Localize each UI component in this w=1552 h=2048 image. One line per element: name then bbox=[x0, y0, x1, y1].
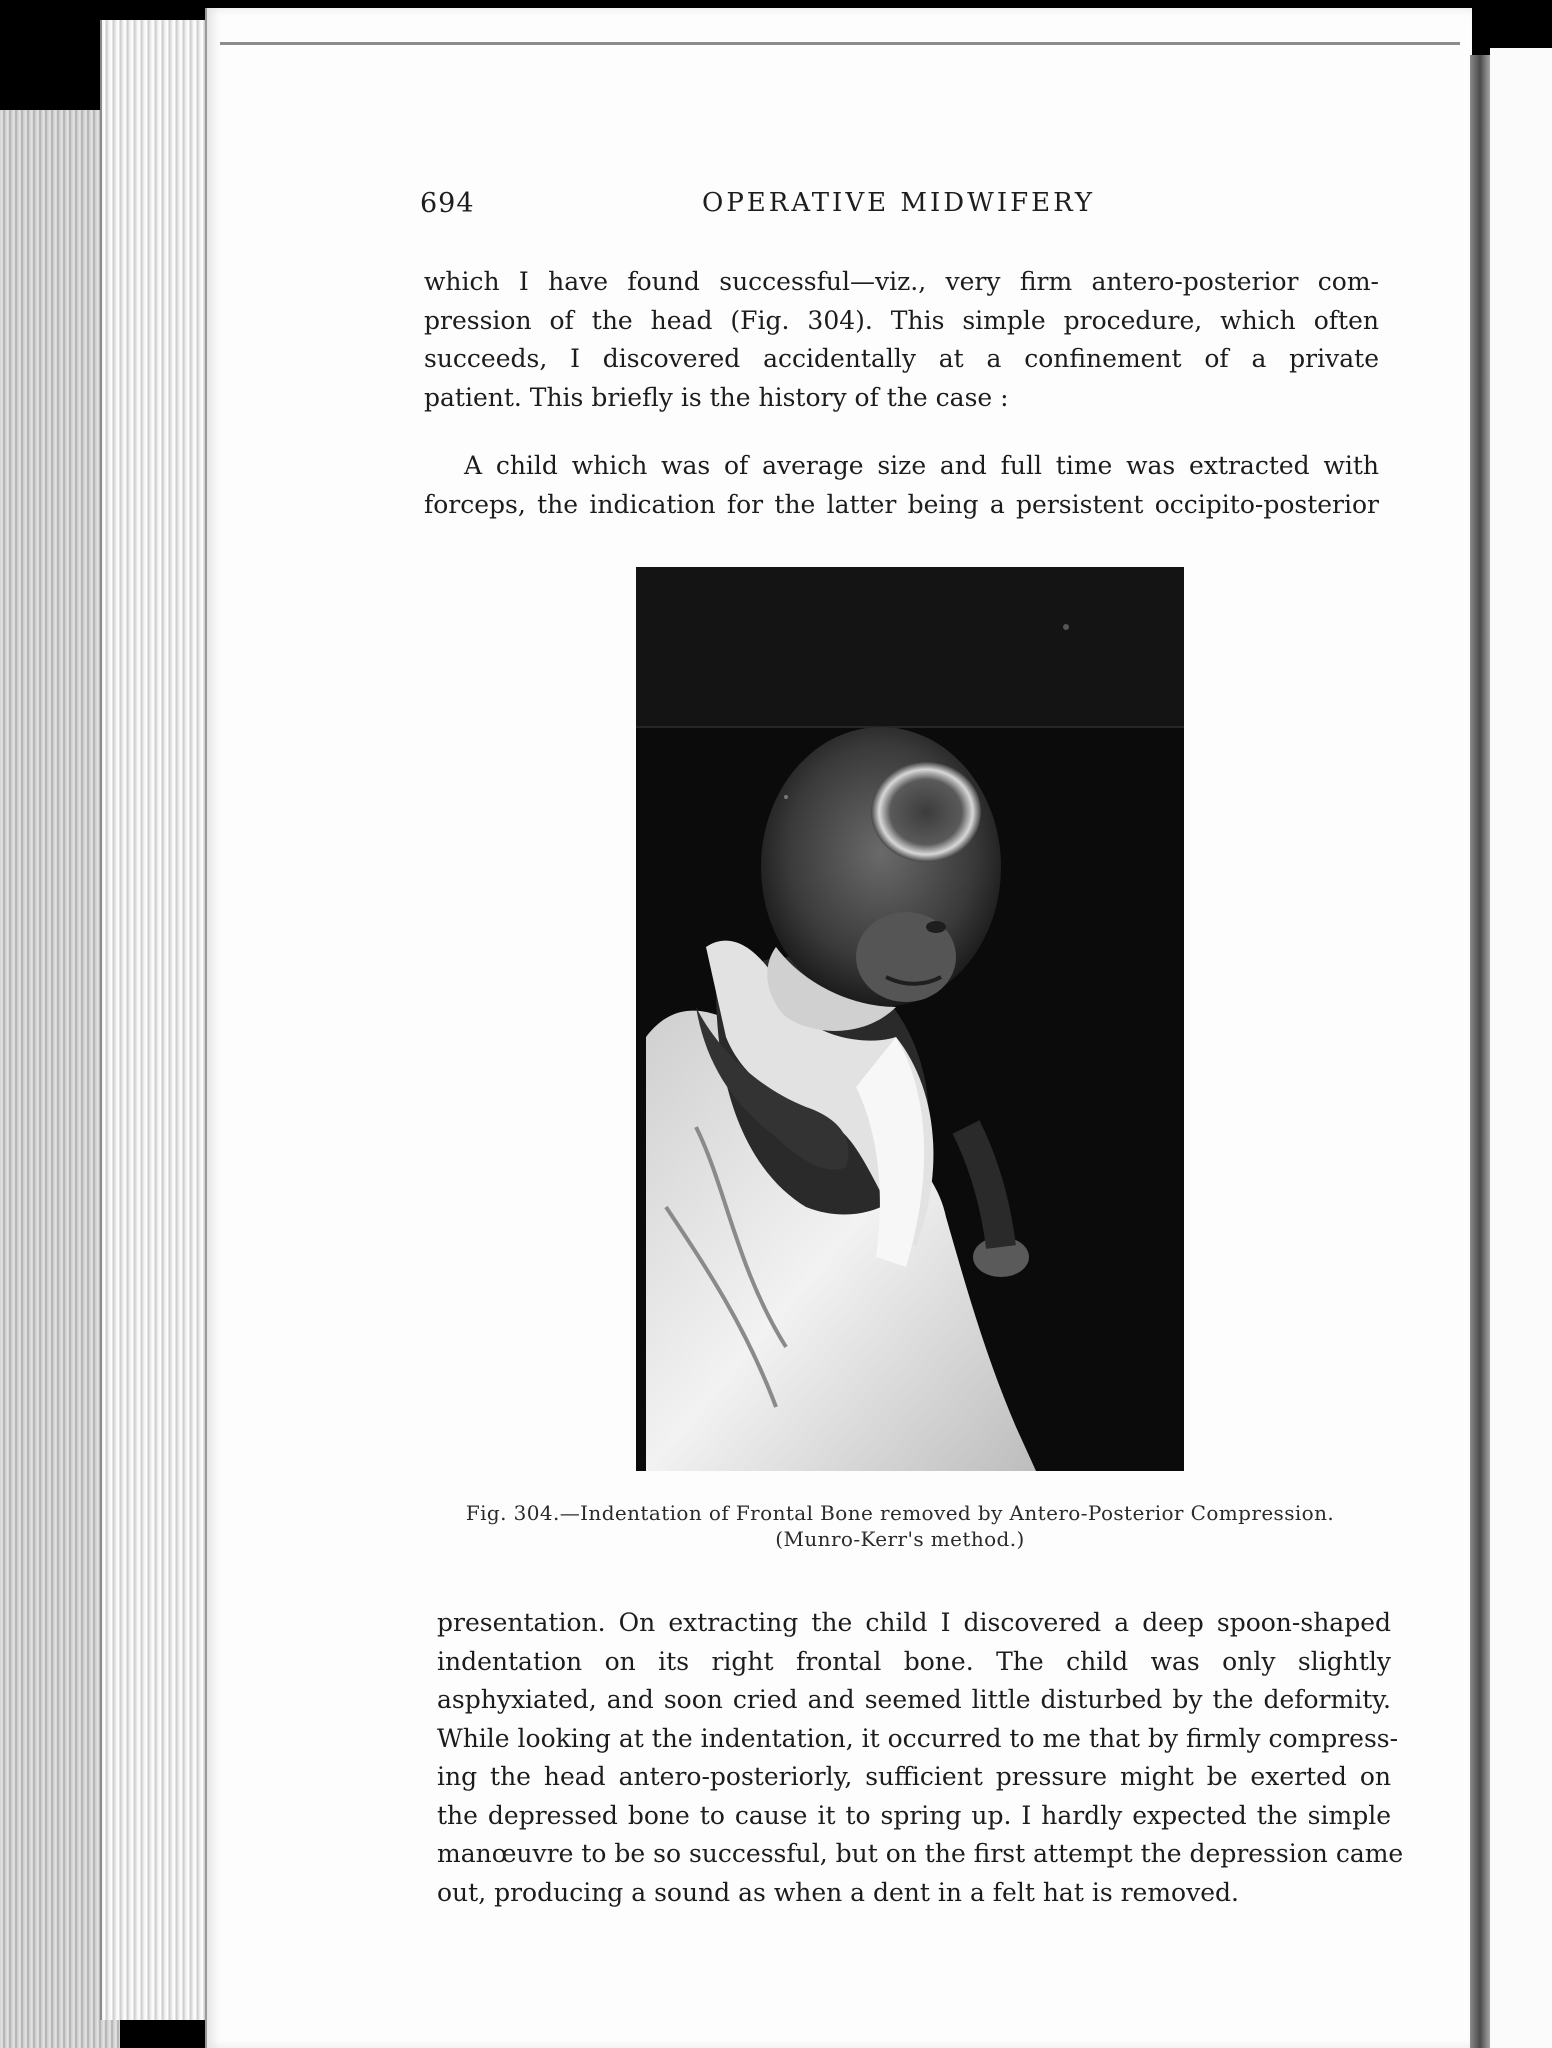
text-line: forceps, the indication for the latter being a persistent occipito-posterior bbox=[424, 489, 1379, 519]
paragraph-2 bbox=[424, 447, 1379, 524]
text-line: which I have found successful—viz., very firm antero-posterior com- bbox=[424, 267, 1379, 296]
page-stack bbox=[100, 20, 212, 2020]
text-line: out, producing a sound as when a dent in a felt hat is removed. bbox=[437, 1877, 1239, 1907]
text-line: presentation. On extracting the child I discovered a deep spoon-shaped bbox=[437, 1608, 1391, 1637]
page-top-edge bbox=[220, 42, 1460, 45]
text-line: asphyxiated, and soon cried and seemed little disturbed by the deformity. bbox=[437, 1685, 1391, 1714]
running-head: OPERATIVE MIDWIFERY bbox=[702, 188, 1096, 218]
text-line: A child which was of average size and full time was extracted with bbox=[464, 451, 1379, 480]
text-line: patient. This briefly is the history of the case : bbox=[424, 382, 1009, 412]
text-line: pression of the head (Fig. 304). This simple procedure, which often bbox=[424, 305, 1379, 335]
text-line: succeeds, I discovered accidentally at a confinement of a private bbox=[424, 344, 1379, 373]
text-line: the depressed bone to cause it to spring up. I hardly expected the simple bbox=[437, 1800, 1391, 1830]
caption-line: (Munro-Kerr's method.) bbox=[775, 1527, 1025, 1551]
text-line: indentation on its right frontal bone. The child was only slightly bbox=[437, 1646, 1391, 1676]
figure-caption bbox=[430, 1500, 1370, 1552]
caption-line: Fig. 304.—Indentation of Frontal Bone removed by Antero-Posterior Compression. bbox=[465, 1501, 1335, 1525]
page-header bbox=[420, 188, 1380, 228]
page-number: 694 bbox=[420, 188, 475, 219]
text-line: ing the head antero-posteriorly, sufficient pressure might be exerted on bbox=[437, 1762, 1391, 1791]
paragraph-1 bbox=[424, 263, 1379, 417]
book-gutter bbox=[1470, 55, 1490, 2048]
facing-page-edge bbox=[1490, 48, 1552, 2048]
text-line: While looking at the indentation, it occurred to me that by firmly compress- bbox=[437, 1723, 1399, 1753]
text-line: manœuvre to be so successful, but on the first attempt the depression came bbox=[437, 1839, 1404, 1868]
paragraph-3 bbox=[437, 1604, 1404, 1912]
figure-photograph bbox=[636, 567, 1184, 1471]
